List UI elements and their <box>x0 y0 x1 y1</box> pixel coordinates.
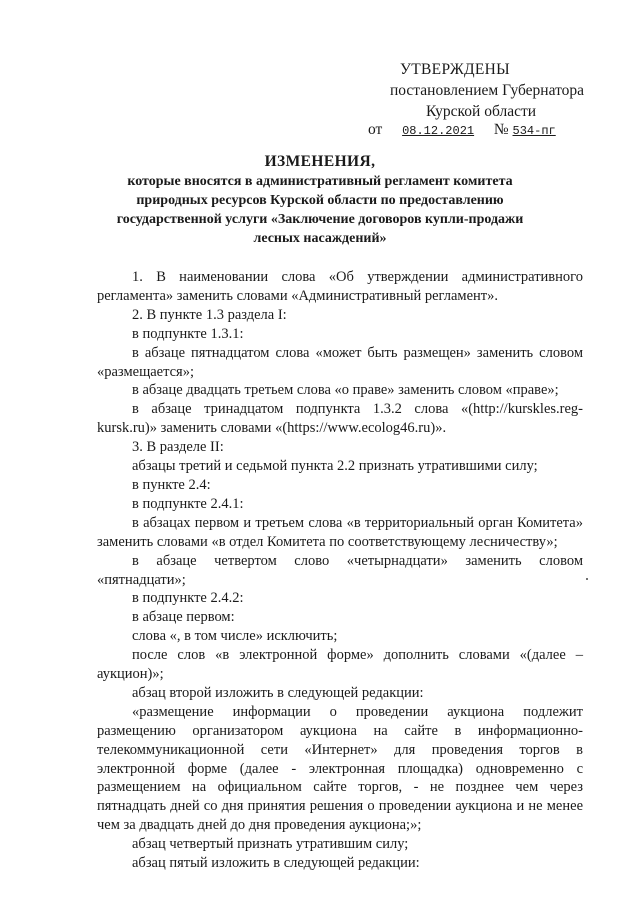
date-prefix: от <box>368 121 383 138</box>
decree-number: 534-пг <box>512 124 556 138</box>
approval-heading: УТВЕРЖДЕНЫ <box>400 61 510 78</box>
document-subtitle: которые вносятся в административный регламент комитета природных ресурсов Курской области по предоставлению государственной услуги «Заключение договоров купли-продажи лесных насаждений» <box>116 174 524 246</box>
number-prefix: № <box>493 121 509 138</box>
paragraph: 1. В наименовании слова «Об утверждении административного регламента» заменить словами «Административный регламент». <box>97 269 583 304</box>
paragraph: в подпункте 1.3.1: <box>132 325 244 342</box>
decree-date: 08.12.2021 <box>402 124 475 138</box>
paragraph: «размещение информации о проведении аукциона подлежит размещению организатором аукциона на сайте в информационно-телекоммуникационной сети «Интернет» для проведения торгов в электронной форме (далее - электронная площадка) одновременно с размещением на официальном сайте торгов, - не позднее чем через пятнадцать дней со дня принятия решения о проведении аукциона и не менее чем за двадцать дней до дня проведения аукциона;»; <box>97 703 583 834</box>
approval-date-number <box>368 120 556 141</box>
paragraph: абзац пятый изложить в следующей редакции: <box>132 855 420 872</box>
approval-region: Курской области <box>426 103 537 120</box>
paragraph: в абзаце двадцать третьем слова «о праве» заменить словом «праве»; <box>132 382 559 399</box>
paragraph: в абзаце тринадцатом подпункта 1.3.2 слова «(http://kurskles.reg-kursk.ru)» заменить словами «(https://www.ecolog46.ru)». <box>97 401 583 437</box>
paragraph: абзац второй изложить в следующей редакции: <box>132 684 424 701</box>
paragraph: 2. В пункте 1.3 раздела I: <box>132 306 287 323</box>
paragraph: слова «, в том числе» исключить; <box>132 628 338 645</box>
document-body <box>97 268 583 873</box>
paragraph: абзацы третий и седьмой пункта 2.2 признать утратившими силу; <box>132 458 538 475</box>
approval-by-decree: постановлением Губернатора <box>390 82 585 99</box>
paragraph: в пункте 2.4: <box>132 476 211 493</box>
paragraph: после слов «в электронной форме» дополнить словами «(далее – аукцион)»; <box>97 647 583 683</box>
paragraph: 3. В разделе II: <box>132 439 224 456</box>
scan-speck <box>586 578 588 580</box>
document-title: ИЗМЕНЕНИЯ, <box>264 153 376 170</box>
paragraph: абзац четвертый признать утратившим силу; <box>132 836 409 853</box>
paragraph: в подпункте 2.4.1: <box>132 495 244 512</box>
paragraph: в абзаце первом: <box>132 609 235 626</box>
paragraph: в абзаце четвертом слово «четырнадцати» заменить словом «пятнадцати»; <box>97 552 583 588</box>
paragraph: в подпункте 2.4.2: <box>132 590 244 607</box>
paragraph: в абзацах первом и третьем слова «в территориальный орган Комитета» заменить словами «в отдел Комитета по соответствующему лесничеству»; <box>97 514 583 550</box>
paragraph: в абзаце пятнадцатом слова «может быть размещен» заменить словом «размещается»; <box>97 344 583 380</box>
